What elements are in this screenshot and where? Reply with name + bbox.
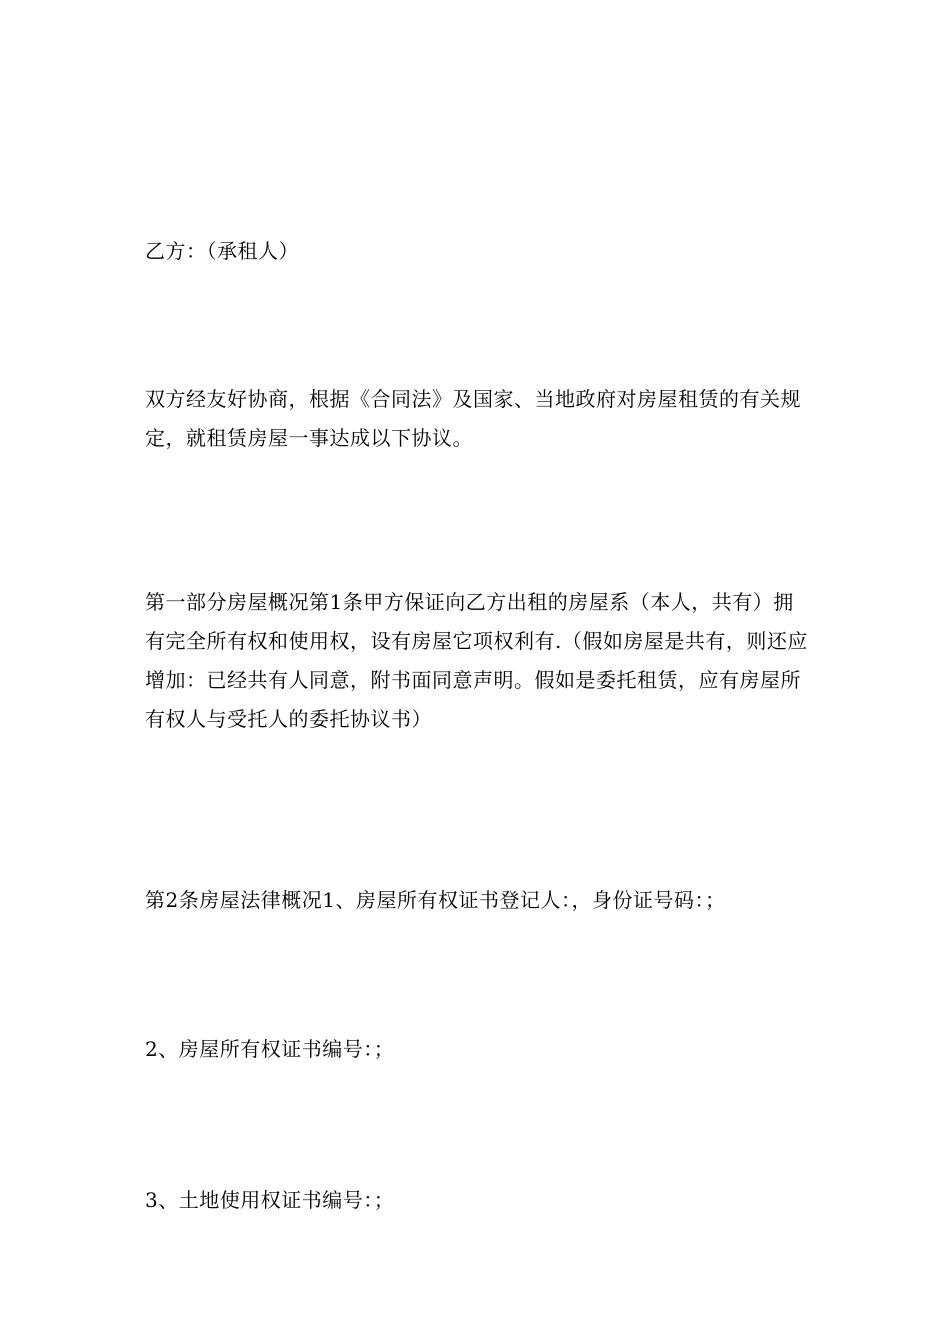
article-2-item-3: 3、土地使用权证书编号：； <box>145 1188 395 1212</box>
article-2-item-1: 第2条房屋法律概况1、房屋所有权证书登记人：，身份证号码：； <box>145 888 726 912</box>
article-1-paragraph: 第一部分房屋概况第1条甲方保证向乙方出租的房屋系（本人，共有）拥有完全所有权和使用权，设有房屋它项权利有.（假如房屋是共有，则还应增加：已经共有人同意，附书面同意声明。假如是委托租赁，应有房屋所有权人与受托人的委托协议书） <box>145 590 808 731</box>
party-b-line: 乙方：（承租人） <box>145 239 299 263</box>
article-2-item-2: 2、房屋所有权证书编号：； <box>145 1037 395 1061</box>
agreement-intro-paragraph: 双方经友好协商，根据《合同法》及国家、当地政府对房屋租赁的有关规定，就租赁房屋一事达成以下协议。 <box>145 387 801 450</box>
